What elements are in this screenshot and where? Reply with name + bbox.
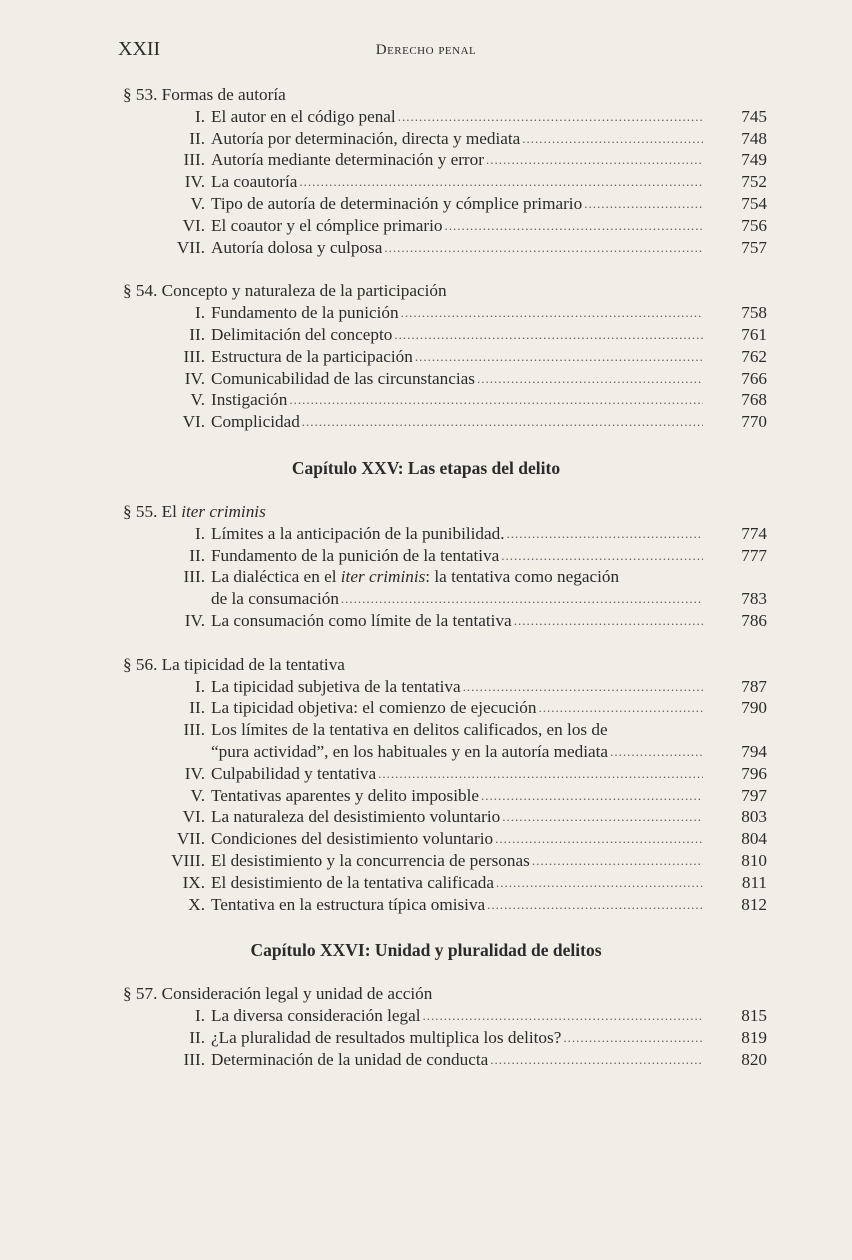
entry-numeral: II. [189, 698, 205, 718]
entry-page-number: 790 [741, 698, 767, 718]
dot-leader [442, 215, 703, 237]
entry-label-line [211, 523, 703, 545]
toc-entry[interactable] [0, 368, 852, 390]
entry-label-text: Autoría mediante determinación y error [211, 150, 484, 170]
toc-entry[interactable] [0, 719, 852, 763]
entry-numeral: VI. [182, 215, 205, 235]
dot-leader [300, 411, 703, 433]
entry-label-line [211, 676, 703, 698]
section-title: § 54. Concepto y naturaleza de la participación [123, 281, 447, 301]
entry-label-line [211, 566, 703, 588]
entry-page-number: 812 [741, 894, 767, 914]
entry-label-line [211, 785, 703, 807]
section-title [0, 501, 852, 523]
entry-label-line [211, 128, 703, 150]
running-title: Derecho penal [375, 42, 477, 58]
entry-page-number: 804 [741, 829, 767, 849]
entry-label-line [211, 763, 703, 785]
entry-label-line [211, 302, 703, 324]
toc-entry[interactable] [0, 1049, 852, 1071]
entry-page-number: 756 [741, 215, 767, 235]
entry-label-text: Condiciones del desistimiento voluntario [211, 829, 494, 849]
toc-entry[interactable] [0, 302, 852, 324]
entry-label-line [211, 1005, 703, 1027]
entry-label-text: Tentativas aparentes y delito imposible [211, 785, 479, 805]
entry-page-number: 757 [741, 237, 767, 257]
dot-leader [461, 676, 703, 698]
entry-page-number: 815 [741, 1006, 767, 1026]
entry-page-number: 820 [741, 1049, 767, 1069]
entry-label [211, 850, 703, 872]
entry-label [211, 894, 703, 916]
entry-label-text: La diversa consideración legal [211, 1006, 421, 1026]
entry-label [211, 719, 703, 763]
entry-label [211, 411, 703, 433]
toc-entry[interactable] [0, 610, 852, 632]
entry-page-number: 766 [741, 368, 767, 388]
entry-label-italic: iter criminis [340, 567, 426, 587]
toc-entry[interactable] [0, 1005, 852, 1027]
section-title-prefix: § 55. El [123, 501, 182, 521]
dot-leader [392, 324, 703, 346]
entry-label-line [211, 610, 703, 632]
entry-numeral: IX. [182, 872, 205, 892]
entry-label-text: Tentativa en la estructura típica omisiva [211, 894, 486, 914]
entry-label-text: Culpabilidad y tentativa [211, 763, 377, 783]
entry-label-line [211, 324, 703, 346]
entry-label-text: ¿La pluralidad de resultados multiplica los delitos? [211, 1027, 562, 1047]
entry-page-number: 810 [741, 850, 767, 870]
entry-numeral: VII. [176, 829, 205, 849]
entry-page-number: 786 [741, 610, 767, 630]
toc-entry[interactable] [0, 763, 852, 785]
entry-label-suffix: : la tentativa como negación [425, 567, 620, 587]
dot-leader [505, 523, 703, 545]
toc-entry[interactable] [0, 894, 852, 916]
entry-numeral: I. [194, 106, 205, 126]
entry-page-number: 796 [741, 763, 767, 783]
entry-label [211, 1005, 703, 1027]
entry-label-text: Autoría por determinación, directa y mediata [211, 128, 521, 148]
entry-numeral: I. [194, 676, 205, 696]
entry-label [211, 1027, 703, 1049]
dot-leader [413, 346, 703, 368]
dot-leader [399, 302, 703, 324]
chapter-heading: Capítulo XXVI: Unidad y pluralidad de delitos [250, 940, 602, 961]
entry-label-text: La naturaleza del desistimiento voluntario [211, 807, 501, 827]
entry-numeral: III. [183, 346, 205, 366]
entry-label-line [211, 193, 703, 215]
entry-label-text: Comunicabilidad de las circunstancias [211, 368, 475, 388]
entry-label-line [211, 741, 703, 763]
toc-section [0, 84, 852, 258]
entry-numeral: III. [183, 567, 205, 587]
entry-label [211, 193, 703, 215]
entry-label-line [211, 106, 703, 128]
entry-page-number: 811 [741, 872, 767, 892]
entry-label [211, 389, 703, 411]
entry-label-text: Instigación [211, 390, 288, 410]
entry-page-number: 774 [741, 523, 767, 543]
entry-label-line [211, 697, 703, 719]
table-of-contents [0, 84, 852, 1092]
dot-leader [493, 828, 703, 850]
toc-entry[interactable] [0, 106, 852, 128]
entry-label-line [211, 719, 703, 741]
toc-entry[interactable] [0, 828, 852, 850]
entry-numeral: V. [190, 193, 205, 213]
entry-label-text: La consumación como límite de la tentativa [211, 610, 512, 630]
toc-entry[interactable] [0, 523, 852, 545]
entry-label-line [211, 894, 703, 916]
entry-page-number: 819 [741, 1027, 767, 1047]
entry-label-line [211, 368, 703, 390]
entry-label [211, 128, 703, 150]
entry-label-line [211, 149, 703, 171]
entry-label [211, 763, 703, 785]
entry-label-line [211, 215, 703, 237]
entry-label-text: El coautor y el cómplice primario [211, 215, 443, 235]
entry-label-text: “pura actividad”, en los habituales y en la autoría mediata [211, 741, 609, 761]
toc-entry[interactable] [0, 193, 852, 215]
dot-leader [376, 763, 703, 785]
toc-entry[interactable] [0, 676, 852, 698]
entry-label-text: La coautoría [211, 172, 298, 192]
entry-label [211, 828, 703, 850]
entry-numeral: I. [194, 303, 205, 323]
entry-numeral: II. [189, 128, 205, 148]
entry-page-number: 762 [741, 346, 767, 366]
entry-numeral: V. [190, 785, 205, 805]
entry-label [211, 785, 703, 807]
dot-leader [512, 610, 703, 632]
entry-label-line [211, 828, 703, 850]
chapter-heading: Capítulo XXV: Las etapas del delito [291, 457, 561, 478]
entry-label [211, 697, 703, 719]
toc-entry[interactable] [0, 128, 852, 150]
entry-label [211, 149, 703, 171]
entry-label-text: de la consumación [211, 589, 339, 609]
dot-leader [484, 149, 703, 171]
entry-page-number: 768 [741, 390, 767, 410]
dot-leader [421, 1005, 704, 1027]
entry-label [211, 676, 703, 698]
entry-numeral: III. [183, 150, 205, 170]
entry-numeral: II. [189, 545, 205, 565]
entry-label [211, 302, 703, 324]
entry-label [211, 872, 703, 894]
toc-entry[interactable] [0, 872, 852, 894]
section-title-italic: iter criminis [181, 501, 266, 521]
entry-page-number: 770 [741, 412, 767, 432]
entry-page-number: 754 [741, 193, 767, 213]
entry-page-number: 748 [741, 128, 767, 148]
toc-entry[interactable] [0, 237, 852, 259]
toc-section [0, 983, 852, 1070]
entry-label-line [211, 806, 703, 828]
toc-entry[interactable] [0, 566, 852, 610]
dot-leader [520, 128, 703, 150]
entry-label-line [211, 588, 703, 610]
toc-entry[interactable] [0, 324, 852, 346]
entry-label-line [211, 850, 703, 872]
entry-page-number: 752 [741, 172, 767, 192]
entry-label-line [211, 872, 703, 894]
entry-label-text: Límites a la anticipación de la punibilidad. [211, 523, 505, 543]
dot-leader [500, 806, 703, 828]
dot-leader [494, 872, 703, 894]
entry-page-number: 745 [741, 106, 767, 126]
entry-label [211, 324, 703, 346]
entry-label [211, 171, 703, 193]
toc-section [0, 501, 852, 632]
entry-numeral: I. [194, 523, 205, 543]
entry-numeral: II. [189, 324, 205, 344]
entry-label-line [211, 237, 703, 259]
toc-entry[interactable] [0, 697, 852, 719]
entry-label-line [211, 411, 703, 433]
entry-label [211, 610, 703, 632]
entry-label [211, 106, 703, 128]
entry-label [211, 346, 703, 368]
entry-page-number: 797 [741, 785, 767, 805]
dot-leader [287, 389, 703, 411]
entry-label-text [211, 566, 619, 588]
entry-label-text: Autoría dolosa y culposa [211, 237, 383, 257]
entry-label-text: Complicidad [211, 412, 300, 432]
entry-page-number: 761 [741, 324, 767, 344]
section-title: § 56. La tipicidad de la tentativa [123, 654, 345, 674]
entry-label [211, 806, 703, 828]
section-title: § 57. Consideración legal y unidad de acción [123, 984, 433, 1004]
entry-numeral: VI. [182, 807, 205, 827]
toc-entry[interactable] [0, 806, 852, 828]
entry-numeral: VII. [176, 237, 205, 257]
entry-label-text: La tipicidad subjetiva de la tentativa [211, 676, 461, 696]
dot-leader [582, 193, 703, 215]
entry-numeral: IV. [184, 610, 205, 630]
entry-label-line [211, 545, 703, 567]
dot-leader [475, 368, 703, 390]
page-number: XXII [118, 38, 161, 60]
dot-leader [536, 697, 703, 719]
entry-label-text: Determinación de la unidad de conducta [211, 1049, 489, 1069]
entry-label [211, 1049, 703, 1071]
entry-page-number: 749 [741, 150, 767, 170]
entry-label [211, 215, 703, 237]
entry-label-text: Delimitación del concepto [211, 324, 393, 344]
entry-page-number: 803 [741, 807, 767, 827]
entry-page-number: 794 [741, 741, 767, 761]
entry-label-line [211, 389, 703, 411]
entry-label-line [211, 1049, 703, 1071]
toc-section [0, 280, 852, 433]
entry-numeral: X. [188, 894, 205, 914]
entry-numeral: II. [189, 1027, 205, 1047]
toc-entry[interactable] [0, 411, 852, 433]
entry-numeral: VI. [182, 412, 205, 432]
entry-page-number: 783 [741, 589, 767, 609]
dot-leader [396, 106, 703, 128]
dot-leader [608, 741, 703, 763]
entry-numeral: VIII. [171, 850, 205, 870]
page-header [0, 30, 852, 60]
dot-leader [561, 1027, 703, 1049]
entry-numeral: IV. [184, 763, 205, 783]
entry-label-text: El desistimiento de la tentativa calificada [211, 872, 495, 892]
entry-numeral: III. [183, 720, 205, 740]
entry-label-line [211, 1027, 703, 1049]
entry-label [211, 523, 703, 545]
entry-label-text: Fundamento de la punición de la tentativa [211, 545, 500, 565]
toc-entry[interactable] [0, 171, 852, 193]
entry-label-text: Los límites de la tentativa en delitos calificados, en los de [211, 720, 608, 740]
dot-leader [485, 894, 703, 916]
dot-leader [530, 850, 703, 872]
toc-entry[interactable] [0, 346, 852, 368]
toc-entry[interactable] [0, 545, 852, 567]
entry-numeral: V. [190, 390, 205, 410]
entry-page-number: 777 [741, 545, 767, 565]
entry-label-text: Fundamento de la punición [211, 303, 399, 323]
toc-entry[interactable] [0, 215, 852, 237]
toc-entry[interactable] [0, 149, 852, 171]
entry-label-text: Tipo de autoría de determinación y cómplice primario [211, 193, 583, 213]
entry-label [211, 368, 703, 390]
section-title: § 53. Formas de autoría [123, 85, 286, 104]
entry-page-number: 787 [741, 676, 767, 696]
entry-label-prefix: La dialéctica en el [211, 567, 341, 587]
dot-leader [499, 545, 703, 567]
dot-leader [382, 237, 703, 259]
dot-leader [339, 588, 703, 610]
entry-numeral: III. [183, 1049, 205, 1069]
entry-label-line [211, 346, 703, 368]
toc-section [0, 654, 852, 916]
entry-label-text: El autor en el código penal [211, 106, 396, 126]
entry-numeral: I. [194, 1006, 205, 1026]
entry-numeral: IV. [184, 172, 205, 192]
entry-label-line [211, 171, 703, 193]
dot-leader [479, 785, 703, 807]
entry-numeral: IV. [184, 368, 205, 388]
entry-label [211, 545, 703, 567]
entry-label-text: Estructura de la participación [211, 346, 413, 366]
entry-page-number: 758 [741, 303, 767, 323]
toc-entry[interactable] [0, 1027, 852, 1049]
toc-entry[interactable] [0, 850, 852, 872]
entry-label [211, 566, 703, 610]
dot-leader [297, 171, 703, 193]
entry-label-text: La tipicidad objetiva: el comienzo de ejecución [211, 698, 537, 718]
entry-label [211, 237, 703, 259]
entry-label-text: El desistimiento y la concurrencia de personas [211, 850, 530, 870]
dot-leader [488, 1049, 703, 1071]
toc-entry[interactable] [0, 389, 852, 411]
toc-entry[interactable] [0, 785, 852, 807]
